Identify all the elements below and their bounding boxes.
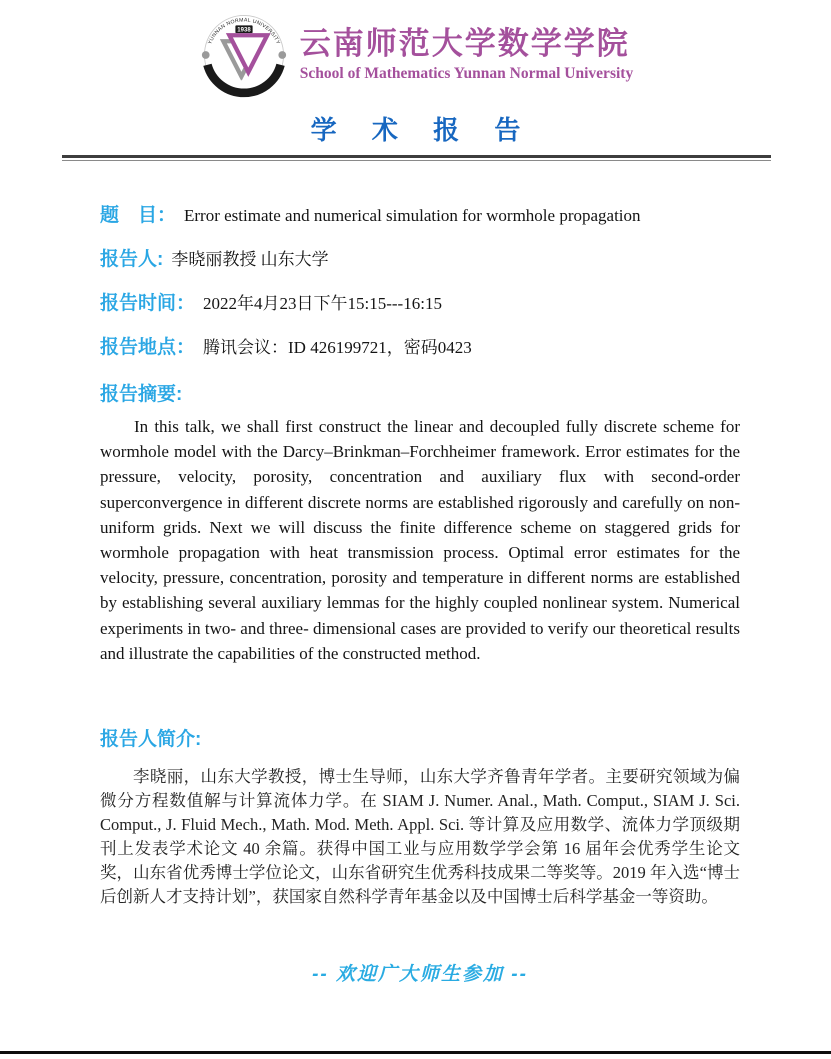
bio-text: 李晓丽，山东大学教授，博士生导师，山东大学齐鲁青年学者。主要研究领域为偏微分方程数值解与计算流体力学。在 SIAM J. Numer. Anal., Math. Comput., SIAM J. Sci. Comput., J. Fluid Mech., Math. Mod. Meth. Appl. Sci. 等计算及应用数学、流体力学顶级期刊上发表学术论文 40 余篇。获得中国工业与应用数学学会第 16 届年会优秀学生论文奖，山东省优秀博士学位论文，山东省研究生优秀科技成果二等奖等。2019 年入选“博士后创新人才支持计划”，获国家自然科学青年基金以及中国博士后科学基金一等资助。 <box>100 767 740 907</box>
page-header <box>0 0 831 98</box>
meta-row-location <box>100 335 740 362</box>
abstract-section <box>100 379 740 666</box>
abstract-heading: 报告摘要: <box>100 384 183 405</box>
welcome-line: -- 欢迎广大师生参加 -- <box>312 964 528 986</box>
time-label: 报告时间： <box>100 293 196 314</box>
location-label: 报告地点： <box>100 337 196 358</box>
bio-section <box>100 724 740 909</box>
speaker-label: 报告人: <box>100 249 164 270</box>
seal-year: 1938 <box>237 27 251 34</box>
school-titles <box>300 27 633 83</box>
topic-value: Error estimate and numerical simulation for wormhole propagation <box>184 206 641 225</box>
page-bottom-rule <box>0 1051 831 1054</box>
school-title-en: School of Mathematics Yunnan Normal University <box>299 65 634 83</box>
bio-heading: 报告人简介: <box>100 729 202 751</box>
abstract-text: In this talk, we shall first construct the linear and decoupled fully discrete scheme for wormhole model with the Darcy–Brinkman–Forchheimer framework. Error estimates for the pressure, velocity, porosity, concentration and auxiliary flux with second-order superconvergence in different discrete norms are established rigorously and carefully on non-uniform grids. Next we will discuss the finite difference scheme on staggered grids for wormhole propagation with heat transmission process. Optimal error estimates for the velocity, pressure, concentration, porosity and temperature in different norms are established by establishing several auxiliary lemmas for the highly coupled nonlinear system. Numerical experiments in two- and three- dimensional cases are provided to verify our theoretical results and illustrate the capabilities of the constructed method. <box>100 417 740 663</box>
header-divider <box>62 155 771 161</box>
school-title-cn: 云南师范大学数学学院 <box>299 25 630 61</box>
meta-row-time <box>100 291 740 318</box>
seal-bottom-text: 云南师范大学 <box>221 73 267 88</box>
meta-row-speaker <box>100 247 740 274</box>
seal-ring-text: YUNNAN NORMAL UNIVERSITY <box>206 17 281 46</box>
banner-heading: 学 术 报 告 <box>310 115 535 145</box>
time-value: 2022年4月23日下午15:15---16:15 <box>203 294 442 313</box>
location-value: 腾讯会议：ID 426199721，密码0423 <box>203 338 472 357</box>
speaker-value: 李晓丽教授 山东大学 <box>171 250 329 269</box>
university-seal-logo <box>198 12 290 98</box>
main-content <box>100 203 740 986</box>
topic-label: 题 目： <box>100 205 177 226</box>
meta-row-topic <box>100 203 740 230</box>
